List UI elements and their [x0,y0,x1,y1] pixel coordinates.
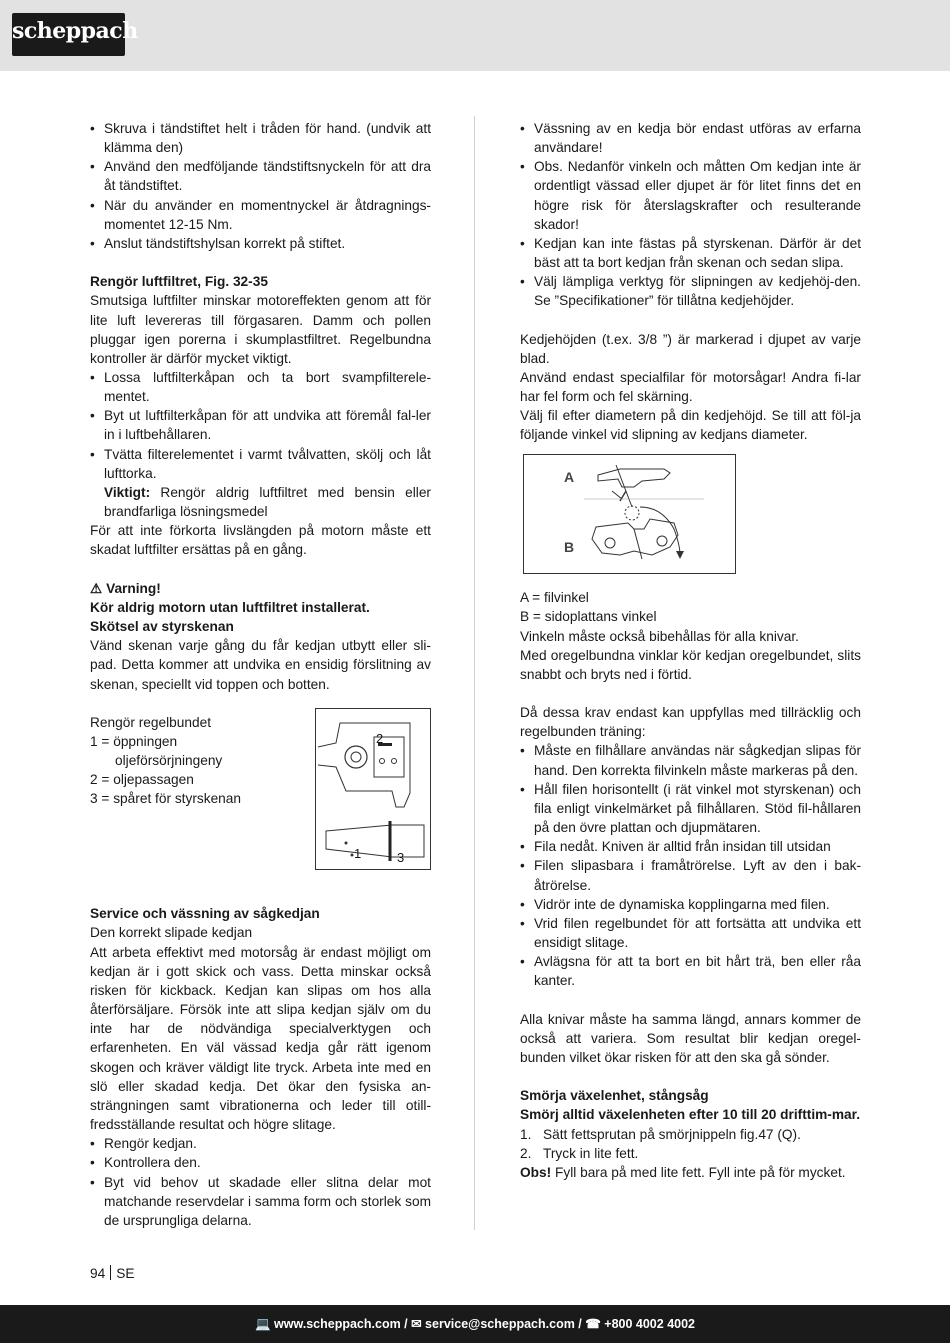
paragraph: För att inte förkorta livslängden på motorn måste ett skadat luftfilter ersättas på en gång. [90,523,431,558]
list-item: • Anslut tändstiftshylsan korrekt på stiftet. [90,234,431,253]
paragraph: Vinkeln måste också bibehållas för alla knivar. [520,628,799,644]
note-text: Fyll bara på med lite fett. Fyll inte på för mycket. [551,1164,846,1180]
list-item: • Rengör kedjan. [90,1134,431,1153]
language-code: SE [116,1266,135,1281]
scheppach-logo [12,13,138,56]
guide-bar-drawing [316,709,430,869]
right-column [520,119,861,1182]
section-heading: Service och vässning av sågkedjan [90,906,320,922]
paragraph: Kedjehöjden (t.ex. 3/8 ”) är markerad i djupet av varje blad. [520,331,861,366]
list-item: • Skruva i tändstiftet helt i tråden för hand. (undvik att klämma den) [90,119,431,157]
legend-line: 3 = spåret för styrskenan [90,791,242,807]
section-heading: Rengör luftfiltret, Fig. 32-35 [90,274,268,290]
item-text: Sätt fettsprutan på smörjnippeln fig.47 (Q). [543,1126,801,1142]
numbered-item [520,1144,861,1163]
paragraph: Då dessa krav endast kan uppfyllas med tillräcklig och regelbunden träning: [520,705,861,740]
list-item: • Måste en filhållare användas när sågkedjan slipas för hand. Den korrekta filvinkeln måste markeras på den. [520,741,861,779]
legend-line: B = sidoplattans vinkel [520,609,657,625]
list-item: • Lossa luftfilterkåpan och ta bort svampfilterele-mentet. [90,368,431,406]
section-heading: Skötsel av styrskenan [90,619,234,635]
chain-angle-figure [523,454,736,574]
list-item: • Vässning av en kedja bör endast utföras av erfarna användare! [520,119,861,157]
guide-bar-figure [315,708,431,870]
paragraph: Alla knivar måste ha samma längd, annars kommer de också att variera. Som resultat blir kedjan oregel-bunden vilket ökar risken för att den ska gå sönder. [520,1011,861,1065]
legend-line: Rengör regelbundet [90,714,211,730]
paragraph: Den korrekt slipade kedjan [90,925,253,941]
brand-name: scheppach [12,18,138,44]
left-column [90,119,431,1230]
section-heading: Smörja växelenhet, stångsåg [520,1088,709,1104]
list-item: • Tvätta filterelementet i varmt tvålvatten, skölj och låt lufttorka. [90,445,431,483]
list-item: • Byt ut luftfilterkåpan för att undvika att föremål fal-ler in i luftbehållaren. [90,406,431,444]
column-divider [474,116,475,1230]
header-bar [0,0,950,71]
page-footer [90,1265,135,1281]
warning-text: Kör aldrig motorn utan luftfiltret installerat. [90,599,370,615]
list-item: • När du använder en momentnyckel är åtdragnings-momentet 12-15 Nm. [90,196,431,234]
fig-label-1: 1 [354,846,362,861]
list-item: • Byt vid behov ut skadade eller slitna delar mot matchande reservdelar i samma form och storlek som de ursprungliga delarna. [90,1173,431,1230]
list-item: • Vidrör inte de dynamiska kopplingarna med filen. [520,895,861,914]
list-item: • Kedjan kan inte fästas på styrskenan. Därför är det bäst att ta bort kedjan från skenan och sedan slipa. [520,234,861,272]
chain-angle-drawing [524,455,735,573]
list-item: • Filen slipasbara i framåtrörelse. Lyft av den i bak-åtrörelse. [520,856,861,894]
item-number: 2. [520,1145,532,1161]
list-item: • Välj lämpliga verktyg för slipningen av kedjehöj-den. Se ”Specifikationer” för tillåtna kedjehöjder. [520,272,861,310]
paragraph: Använd endast specialfilar för motorsågar! Andra fi-lar har fel form och fel skärning. [520,370,861,405]
legend-line: oljeförsörjningeny [115,753,223,769]
fig-label-3: 3 [397,850,405,865]
legend-line: 1 = öppningen [90,733,178,749]
list-item: • Obs. Nedanför vinkeln och måtten Om kedjan inte är ordentligt vässad eller djupet är för litet finns det en högre risk för återslagskrafter och resulterande skador! [520,157,861,234]
page-number: 94 [90,1266,106,1281]
note [520,1163,861,1182]
list-item: • Använd den medföljande tändstiftsnyckeln för att dra åt tändstiftet. [90,157,431,195]
contact-bar [0,1305,950,1343]
paragraph: Välj fil efter diametern på din kedjehöjd. Se till att föl-ja följande vinkel vid slipning av kedjans diameter. [520,408,861,443]
warning-title: ⚠ Varning! [90,580,161,596]
list-item: • Vrid filen regelbundet för att fortsätta att undvika ett ensidigt slitage. [520,914,861,952]
fig-label-b: B [564,539,575,555]
important-text: Rengör aldrig luftfiltret med bensin eller brandfarliga lösningsmedel [104,484,431,520]
item-text: Tryck in lite fett. [543,1145,639,1161]
paragraph: Med oregelbundna vinklar kör kedjan oregelbundet, slits snabbt och bryts ned i förtid. [520,647,861,682]
fig-label-2: 2 [376,731,384,746]
section-subheading: Smörj alltid växelenheten efter 10 till 20 drifttim-mar. [520,1107,861,1123]
paragraph: Vänd skenan varje gång du får kedjan utbytt eller sli-pad. Detta kommer att undvika en ensidig förslitning av skenan, speciellt vid toppen och botten. [90,638,431,692]
list-item: • Fila nedåt. Kniven är alltid från insidan till utsidan [520,837,861,856]
paragraph: Att arbeta effektivt med motorsåg är endast möjligt om kedjan är i gott skick och vass. Detta minskar också risken för kickback. Kedjan kan slipas om hos alla återförsäljare. Försök inte att slipa kedjan själv om du inte har de nödvändiga specialverktygen och erfarenheten. En väl vässad kedja går rätt igenom skogen och kräver väldigt lite tryck. Arbeta inte med en slö eller skadad kedja. Det ökar den fysiska an-strängningen samt vibrationerna och leder till otill-fredsställande resultat och högre slitage. [90,944,431,1133]
important-label: Viktigt: [104,484,151,500]
fig-label-a: A [564,469,575,485]
contact-info: 💻 www.scheppach.com / ✉ service@scheppach.com / ☎ +800 4002 4002 [255,1317,695,1331]
list-item: • Håll filen horisontellt (i rät vinkel mot styrskenan) och fila enligt vinkelmärket på filhållaren. Stöd fil-hållaren på den övre plattan och djupmätaren. [520,780,861,837]
footer-separator [110,1265,111,1280]
list-item: • Avlägsna för att ta bort en bit hårt trä, ben eller råa kanter. [520,952,861,990]
legend-line: A = filvinkel [520,590,589,606]
paragraph: Smutsiga luftfilter minskar motoreffekten genom att för lite luft levereras till förgasaren. Damm och pollen pluggar igen porerna i skumplastfiltret. Regelbundna kontroller är därför mycket viktigt. [90,293,431,366]
note-label: Obs! [520,1164,552,1180]
list-item: • Kontrollera den. [90,1153,431,1172]
important-note [90,483,431,521]
legend-line: 2 = oljepassagen [90,772,194,788]
numbered-item [520,1125,861,1144]
item-number: 1. [520,1126,532,1142]
